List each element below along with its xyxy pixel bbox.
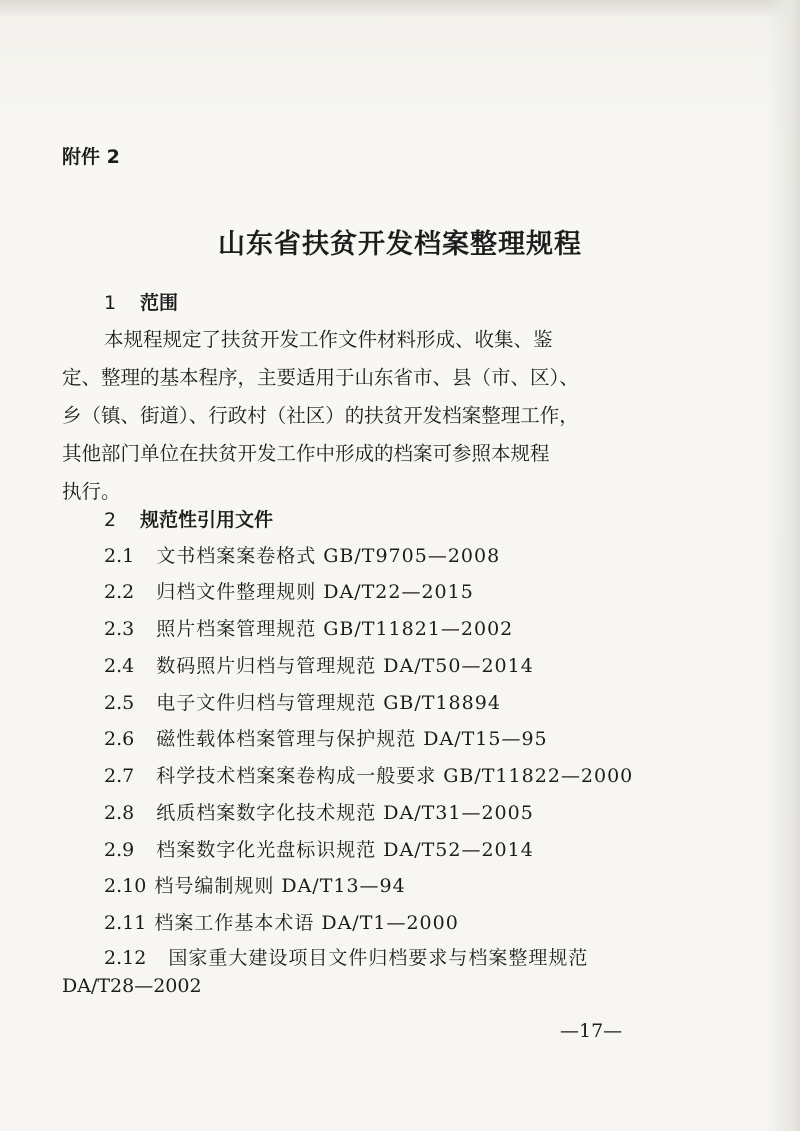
paragraph-line: 定、整理的基本程序，主要适用于山东省市、县（市、区）、 <box>62 366 579 389</box>
reference-number: 2.3 <box>104 618 135 640</box>
paragraph-line: 其他部门单位在扶贫开发工作中形成的档案可参照本规程 <box>62 442 550 465</box>
paragraph-line: 执行。 <box>62 480 121 503</box>
reference-text: 纸质档案数字化技术规范 DA/T31—2005 <box>156 802 534 824</box>
reference-item <box>104 688 501 715</box>
reference-item <box>104 871 406 898</box>
reference-number: 2.8 <box>104 802 135 824</box>
reference-text: 档案工作基本术语 DA/T1—2000 <box>154 912 459 934</box>
section-1-title: 范围 <box>140 292 179 314</box>
reference-item <box>104 943 588 970</box>
page-number: —17— <box>560 1020 623 1042</box>
reference-item <box>104 541 500 568</box>
section-1-paragraph <box>62 321 662 511</box>
reference-number: 2.11 <box>104 912 147 934</box>
paragraph-line: 乡（镇、街道）、行政村（社区）的扶贫开发档案整理工作， <box>62 404 579 427</box>
reference-number: 2.6 <box>104 728 135 750</box>
reference-item <box>104 835 534 862</box>
attachment-label: 附件 2 <box>62 146 120 168</box>
reference-text: 文书档案案卷格式 GB/T9705—2008 <box>156 545 501 567</box>
reference-text: 档号编制规则 DA/T13—94 <box>154 875 406 897</box>
reference-continuation: DA/T28—2002 <box>62 975 202 997</box>
reference-text: 国家重大建设项目文件归档要求与档案整理规范 <box>168 947 589 969</box>
reference-number: 2.4 <box>104 655 135 677</box>
reference-item <box>104 724 548 751</box>
reference-number: 2.12 <box>104 947 147 969</box>
section-1-heading <box>104 288 178 315</box>
reference-number: 2.1 <box>104 545 135 567</box>
document-title: 山东省扶贫开发档案整理规程 <box>218 229 582 260</box>
reference-text: 照片档案管理规范 GB/T11821—2002 <box>156 618 514 640</box>
reference-number: 2.9 <box>104 839 135 861</box>
reference-item <box>104 614 513 641</box>
reference-number: 2.5 <box>104 692 135 714</box>
reference-item <box>104 761 633 788</box>
section-2-title: 规范性引用文件 <box>140 509 274 531</box>
reference-text: 数码照片归档与管理规范 DA/T50—2014 <box>156 655 534 677</box>
reference-item <box>104 651 534 678</box>
reference-text: 磁性载体档案管理与保护规范 DA/T15—95 <box>156 728 548 750</box>
scan-shadow-top <box>0 0 800 18</box>
section-2-heading <box>104 505 273 532</box>
reference-number: 2.2 <box>104 581 135 603</box>
paragraph-line: 本规程规定了扶贫开发工作文件材料形成、收集、鉴 <box>104 328 553 351</box>
reference-text: 归档文件整理规则 DA/T22—2015 <box>156 581 474 603</box>
reference-text: 档案数字化光盘标识规范 DA/T52—2014 <box>156 839 534 861</box>
reference-item <box>104 908 459 935</box>
reference-text: 电子文件归档与管理规范 GB/T18894 <box>156 692 501 714</box>
section-1-number: 1 <box>104 292 117 314</box>
reference-number: 2.10 <box>104 875 147 897</box>
scan-shadow-right <box>766 0 800 1131</box>
reference-item <box>104 798 534 825</box>
reference-text: 科学技术档案案卷构成一般要求 GB/T11822—2000 <box>156 765 634 787</box>
reference-item <box>104 577 474 604</box>
section-2-number: 2 <box>104 509 117 531</box>
reference-number: 2.7 <box>104 765 135 787</box>
